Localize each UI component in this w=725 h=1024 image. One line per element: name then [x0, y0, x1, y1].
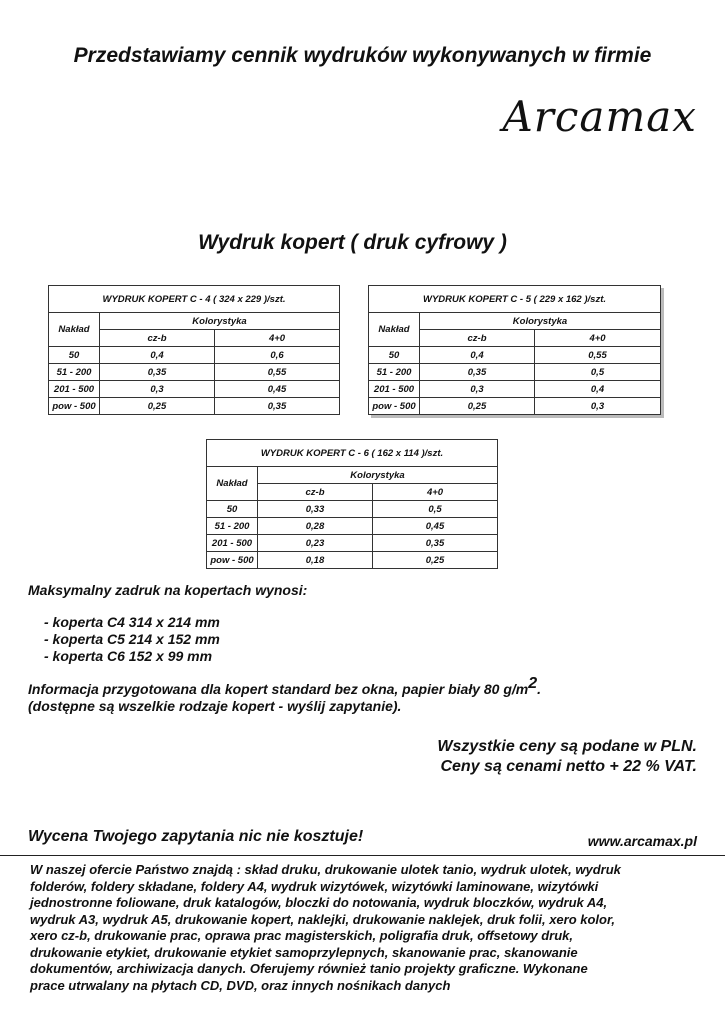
qty-header: Nakład [207, 467, 258, 501]
table-row [369, 398, 661, 415]
price-cell: 0,25 [420, 398, 535, 415]
table-row [369, 347, 661, 364]
offer-line: W naszej ofercie Państwo znajdą : skład druku, drukowanie ulotek tanio, wydruk ulotek, wydruk [30, 862, 621, 877]
table-row [207, 518, 498, 535]
color-header: Kolorystyka [420, 313, 661, 330]
max-print-heading: Maksymalny zadruk na kopertach wynosi: [28, 582, 308, 598]
section-title: Wydruk kopert ( druk cyfrowy ) [198, 231, 507, 254]
prices-line-1: Wszystkie ceny są podane w PLN. [437, 738, 697, 755]
qty-cell: pow - 500 [49, 398, 100, 415]
price-cell: 0,3 [100, 381, 215, 398]
quote-banner: Wycena Twojego zapytania nic nie kosztuje! [28, 828, 364, 845]
max-print-list [44, 614, 220, 665]
price-cell: 0,23 [258, 535, 373, 552]
col-header-color: 4+0 [215, 330, 340, 347]
qty-cell: pow - 500 [207, 552, 258, 569]
price-cell: 0,3 [420, 381, 535, 398]
qty-cell: 201 - 500 [207, 535, 258, 552]
offer-line: folderów, foldery składane, foldery A4, wydruk wizytówek, wizytówki laminowane, wizytówki [30, 878, 599, 894]
list-item: - koperta C4 314 x 214 mm [44, 614, 220, 630]
price-cell: 0,3 [535, 398, 661, 415]
page-headline: Przedstawiamy cennik wydruków wykonywanych w firmie [73, 44, 652, 67]
qty-cell: 51 - 200 [49, 364, 100, 381]
price-cell: 0,18 [258, 552, 373, 569]
qty-cell: pow - 500 [369, 398, 420, 415]
price-cell: 0,5 [373, 501, 498, 518]
price-cell: 0,25 [373, 552, 498, 569]
price-cell: 0,35 [420, 364, 535, 381]
qty-cell: 51 - 200 [207, 518, 258, 535]
qty-cell: 51 - 200 [369, 364, 420, 381]
qty-cell: 50 [49, 347, 100, 364]
price-cell: 0,25 [100, 398, 215, 415]
prices-note [437, 737, 697, 777]
price-table-c5 [368, 285, 661, 415]
table-caption: WYDRUK KOPERT C - 6 ( 162 x 114 )/szt. [207, 440, 498, 467]
table-row [207, 552, 498, 569]
info-line-2: (dostępne są wszelkie rodzaje kopert - wyślij zapytanie). [28, 698, 402, 714]
price-cell: 0,5 [535, 364, 661, 381]
offer-line: wydruk A3, wydruk A5, drukowanie kopert, naklejki, drukowanie naklejek, druk folii, xero kolor, [30, 911, 615, 927]
color-header: Kolorystyka [258, 467, 498, 484]
price-cell: 0,28 [258, 518, 373, 535]
list-item: - koperta C5 214 x 152 mm [44, 631, 220, 647]
col-header-color: 4+0 [373, 484, 498, 501]
col-header-bw: cz-b [100, 330, 215, 347]
price-cell: 0,4 [100, 347, 215, 364]
qty-cell: 201 - 500 [369, 381, 420, 398]
table-caption: WYDRUK KOPERT C - 4 ( 324 x 229 )/szt. [49, 286, 340, 313]
price-cell: 0,33 [258, 501, 373, 518]
table-row [369, 364, 661, 381]
col-header-bw: cz-b [258, 484, 373, 501]
table-row [369, 381, 661, 398]
qty-cell: 201 - 500 [49, 381, 100, 398]
qty-header: Nakład [49, 313, 100, 347]
price-cell: 0,4 [420, 347, 535, 364]
info-text: Informacja przygotowana dla kopert standard bez okna, papier biały 80 g/m [28, 681, 529, 697]
brand-logo-text: Arcamax [502, 92, 697, 141]
col-header-color: 4+0 [535, 330, 661, 347]
table-row [49, 381, 340, 398]
price-table-c6 [206, 439, 498, 569]
offer-line: jednostronne foliowane, druk katalogów, bloczki do notowania, wydruk bloczków, wydruk A4, [30, 895, 608, 910]
price-cell: 0,6 [215, 347, 340, 364]
table-caption: WYDRUK KOPERT C - 5 ( 229 x 162 )/szt. [369, 286, 661, 313]
qty-header: Nakład [369, 313, 420, 347]
offer-line: drukowanie etykiet, drukowanie etykiet samoprzylepnych, skanowanie prac, skanowanie [30, 944, 578, 960]
table-row [49, 364, 340, 381]
price-cell: 0,55 [535, 347, 661, 364]
table-row [49, 347, 340, 364]
offer-paragraph [30, 862, 710, 994]
info-text-end: . [537, 681, 542, 697]
price-cell: 0,45 [373, 518, 498, 535]
info-superscript: 2 [528, 675, 538, 692]
prices-line-2: Ceny są cenami netto + 22 % VAT. [440, 758, 697, 775]
table-row [207, 501, 498, 518]
list-item: - koperta C6 152 x 99 mm [44, 648, 213, 664]
table-row [49, 398, 340, 415]
info-line-1 [28, 675, 542, 698]
info-note [28, 675, 542, 715]
price-cell: 0,55 [215, 364, 340, 381]
price-table-c4 [48, 285, 340, 415]
offer-line: prace utrwalany na płytach CD, DVD, oraz innych nośnikach danych [30, 977, 451, 993]
offer-line: xero cz-b, drukowanie prac, oprawa prac magisterskich, poligrafia druk, offsetowy druk, [30, 928, 574, 943]
price-cell: 0,45 [215, 381, 340, 398]
price-cell: 0,35 [100, 364, 215, 381]
qty-cell: 50 [369, 347, 420, 364]
color-header: Kolorystyka [100, 313, 340, 330]
price-cell: 0,35 [373, 535, 498, 552]
price-cell: 0,35 [215, 398, 340, 415]
price-cell: 0,4 [535, 381, 661, 398]
offer-line: dokumentów, archiwizacja danych. Oferujemy również tanio projekty graficzne. Wykonane [30, 961, 588, 976]
qty-cell: 50 [207, 501, 258, 518]
table-row [207, 535, 498, 552]
footer-divider [0, 855, 725, 856]
website-link[interactable]: www.arcamax.pl [587, 833, 697, 849]
col-header-bw: cz-b [420, 330, 535, 347]
